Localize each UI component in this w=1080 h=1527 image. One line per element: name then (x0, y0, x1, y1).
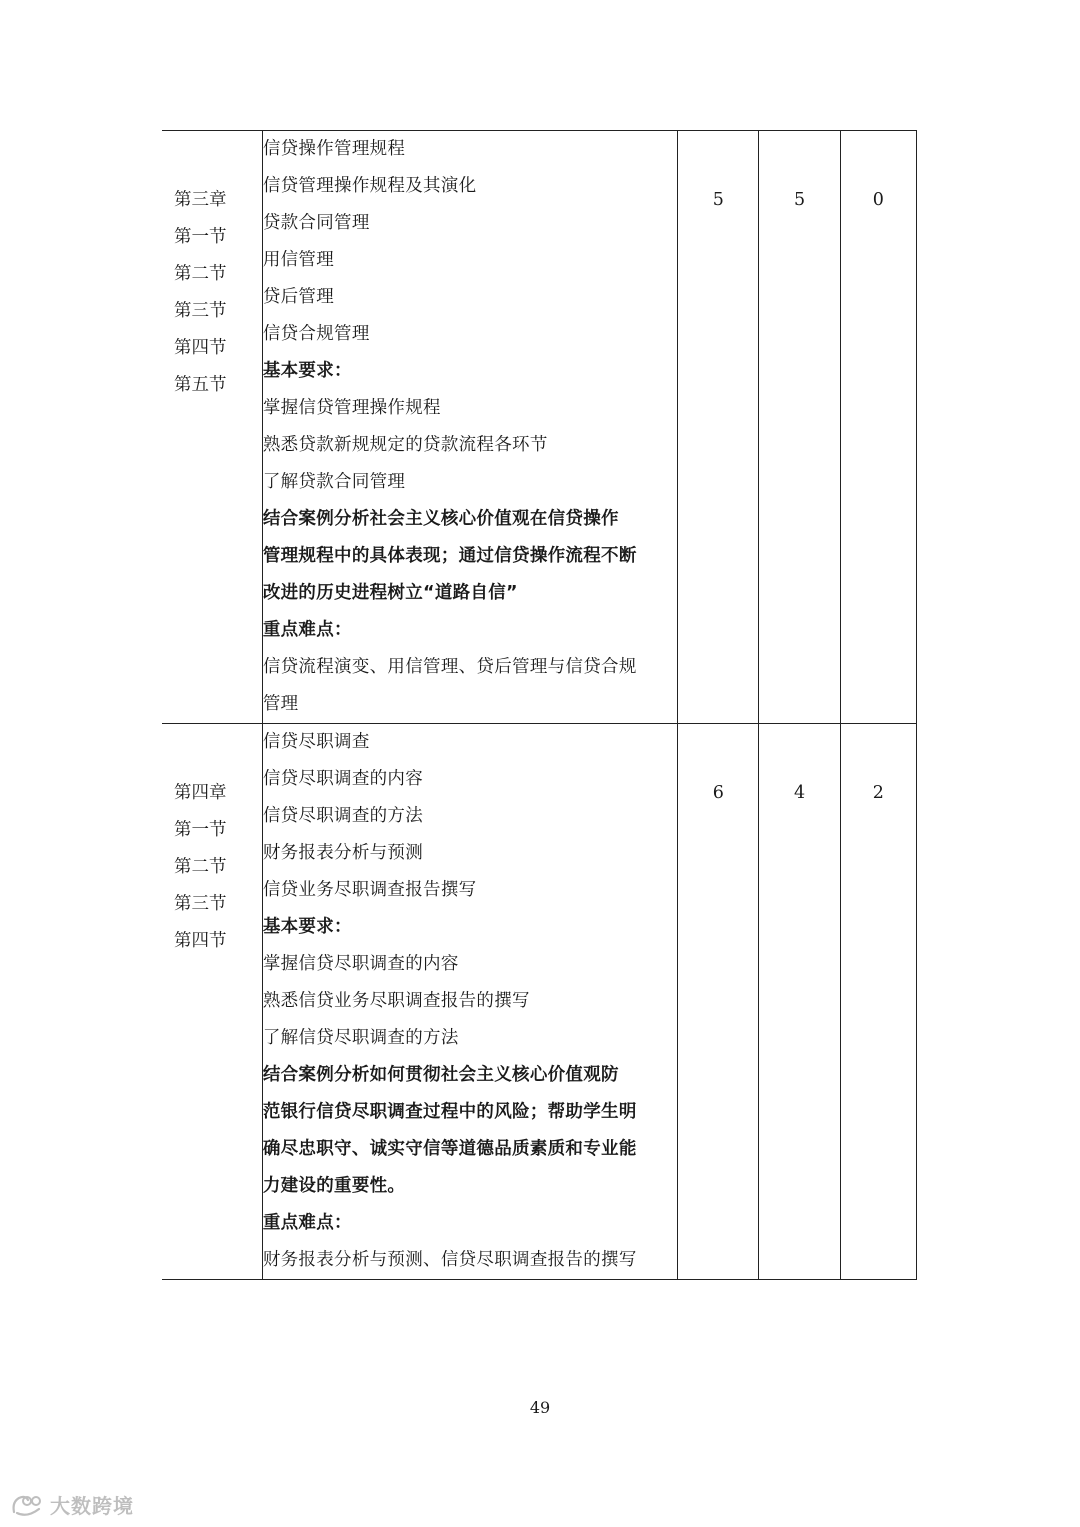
content-line-bold: 重点难点： (262, 1213, 352, 1233)
watermark-logo-icon (10, 1492, 44, 1518)
chapter-line: 第四节 (174, 931, 227, 951)
content-line-bold: 确尽忠职守、诚实守信等道德品质素质和专业能 (262, 1139, 637, 1159)
hours-cell-n3 (840, 724, 916, 1280)
content-line-bold: 结合案例分析社会主义核心价值观在信贷操作 (262, 509, 619, 529)
content-line: 贷款合同管理 (262, 213, 370, 233)
content-list (263, 131, 677, 723)
syllabus-table-body (162, 131, 917, 1280)
chapter-line: 第三节 (174, 894, 227, 914)
page-number: 49 (529, 1398, 551, 1417)
content-line: 掌握信贷尽职调查的内容 (262, 954, 459, 974)
content-line: 信贷合规管理 (262, 324, 370, 344)
content-line: 信贷尽职调查的内容 (262, 769, 424, 789)
chapter-line: 第二节 (174, 857, 227, 877)
chapter-cell (162, 131, 262, 724)
hours-cell-n2 (759, 131, 840, 724)
chapter-cell (162, 724, 262, 1280)
content-line: 用信管理 (262, 250, 335, 270)
content-line: 信贷管理操作规程及其演化 (262, 176, 477, 196)
hours-value: 0 (872, 190, 884, 210)
content-line-bold: 范银行信贷尽职调查过程中的风险；帮助学生明 (262, 1102, 637, 1122)
content-line-bold: 基本要求： (262, 361, 352, 381)
section-row (162, 724, 917, 1280)
hours-cell-n1 (678, 724, 759, 1280)
content-line-bold: 结合案例分析如何贯彻社会主义核心价值观防 (262, 1065, 619, 1085)
content-line: 了解信贷尽职调查的方法 (262, 1028, 459, 1048)
chapter-line: 第二节 (174, 264, 227, 284)
content-list (263, 724, 677, 1279)
content-line-bold: 管理规程中的具体表现；通过信贷操作流程不断 (262, 546, 637, 566)
watermark-text: 大数跨境 (50, 1494, 134, 1518)
content-line: 财务报表分析与预测 (262, 843, 424, 863)
hours-cell-n3 (840, 131, 916, 724)
content-line: 信贷操作管理规程 (262, 139, 406, 159)
chapter-line: 第四节 (174, 338, 227, 358)
hours-value: 6 (712, 783, 724, 803)
content-line: 管理 (262, 694, 299, 714)
content-line: 熟悉贷款新规规定的贷款流程各环节 (262, 435, 548, 455)
content-line-bold: 重点难点： (262, 620, 352, 640)
content-cell (262, 131, 677, 724)
content-line: 信贷流程演变、用信管理、贷后管理与信贷合规 (262, 657, 637, 677)
hours-value: 4 (794, 783, 806, 803)
content-line-bold: 改进的历史进程树立“道路自信” (262, 583, 518, 603)
watermark (10, 1490, 134, 1519)
hours-value: 2 (872, 783, 884, 803)
chapter-line: 第一节 (174, 820, 227, 840)
chapter-line: 第五节 (174, 375, 227, 395)
chapter-line: 第三节 (174, 301, 227, 321)
content-line: 掌握信贷管理操作规程 (262, 398, 441, 418)
content-line: 信贷业务尽职调查报告撰写 (262, 880, 477, 900)
chapter-line: 第四章 (174, 783, 227, 803)
chapter-list (162, 131, 262, 404)
content-line: 了解贷款合同管理 (262, 472, 406, 492)
content-line-bold: 力建设的重要性。 (262, 1176, 406, 1196)
hours-value: 5 (794, 190, 806, 210)
content-line: 信贷尽职调查的方法 (262, 806, 424, 826)
hours-value: 5 (712, 190, 724, 210)
content-cell (262, 724, 677, 1280)
content-line: 信贷尽职调查 (262, 732, 370, 752)
content-line: 财务报表分析与预测、信贷尽职调查报告的撰写 (262, 1250, 637, 1270)
hours-cell-n1 (678, 131, 759, 724)
content-line: 熟悉信贷业务尽职调查报告的撰写 (262, 991, 530, 1011)
hours-cell-n2 (759, 724, 840, 1280)
chapter-line: 第一节 (174, 227, 227, 247)
syllabus-table (162, 130, 917, 1280)
content-line: 贷后管理 (262, 287, 335, 307)
content-line-bold: 基本要求： (262, 917, 352, 937)
chapter-list (162, 724, 262, 960)
chapter-line: 第三章 (174, 190, 227, 210)
section-row (162, 131, 917, 724)
